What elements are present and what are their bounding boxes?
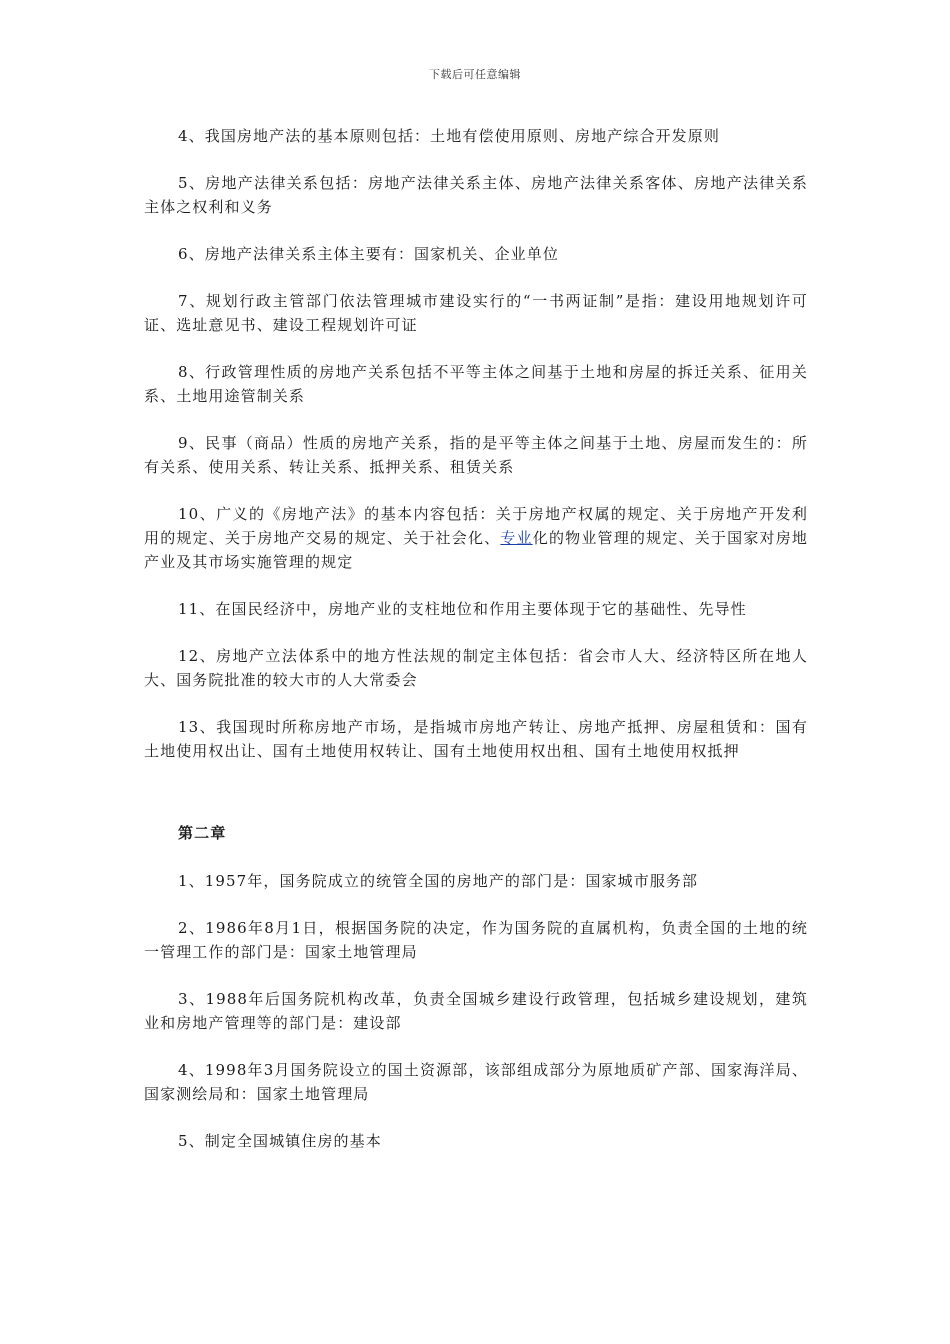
- paragraph-ch1-10-after: 化的物业管理的规定、关于国家对房地产业及其市场实施管理的规定: [144, 529, 809, 571]
- paragraph-ch1-6: 6、房地产法律关系主体主要有：国家机关、企业单位: [178, 245, 559, 263]
- paragraph-ch1-8: 8、行政管理性质的房地产关系包括不平等主体之间基于土地和房屋的拆迁关系、征用关系、土地用途管制关系: [144, 363, 808, 405]
- paragraph-ch1-11: 11、在国民经济中，房地产业的支柱地位和作用主要体现于它的基础性、先导性: [178, 600, 747, 618]
- paragraph-ch2-1: 1、1957年，国务院成立的统管全国的房地产的部门是：国家城市服务部: [178, 872, 699, 890]
- chapter-heading: 第二章: [178, 824, 227, 842]
- specialty-link[interactable]: 专业: [500, 529, 533, 547]
- paragraph-ch2-5: 5、制定全国城镇住房的基本: [178, 1132, 382, 1150]
- paragraph-ch1-5: 5、房地产法律关系包括：房地产法律关系主体、房地产法律关系客体、房地产法律关系主体之权利和义务: [144, 174, 808, 216]
- paragraph-ch2-3: 3、1988年后国务院机构改革，负责全国城乡建设行政管理，包括城乡建设规划，建筑业和房地产管理等的部门是：建设部: [144, 990, 808, 1032]
- paragraph-ch1-4: 4、我国房地产法的基本原则包括：土地有偿使用原则、房地产综合开发原则: [178, 127, 720, 145]
- paragraph-ch1-9: 9、民事（商品）性质的房地产关系，指的是平等主体之间基于土地、房屋而发生的：所有关系、使用关系、转让关系、抵押关系、租赁关系: [144, 434, 808, 476]
- page-header: 下载后可任意编辑: [429, 68, 521, 81]
- paragraph-ch2-4: 4、1998年3月国务院设立的国土资源部，该部组成部分为原地质矿产部、国家海洋局、国家测绘局和：国家土地管理局: [144, 1061, 808, 1103]
- paragraph-ch1-10-before: 10、广义的《房地产法》的基本内容包括：关于房地产权属的规定、关于房地产开发利用的规定、关于房地产交易的规定、关于社会化、: [144, 505, 808, 547]
- paragraph-ch1-10: [144, 502, 808, 574]
- paragraph-ch1-7: 7、规划行政主管部门依法管理城市建设实行的“一书两证制”是指：建设用地规划许可证、选址意见书、建设工程规划许可证: [144, 292, 808, 334]
- document-body: [144, 124, 808, 1176]
- paragraph-ch2-2: 2、1986年8月1日，根据国务院的决定，作为国务院的直属机构，负责全国的土地的统一管理工作的部门是：国家土地管理局: [144, 919, 808, 961]
- paragraph-ch1-12: 12、房地产立法体系中的地方性法规的制定主体包括：省会市人大、经济特区所在地人大、国务院批准的较大市的人大常委会: [144, 647, 808, 689]
- paragraph-ch1-13: 13、我国现时所称房地产市场，是指城市房地产转让、房地产抵押、房屋租赁和：国有土地使用权出让、国有土地使用权转让、国有土地使用权出租、国有土地使用权抵押: [144, 718, 808, 760]
